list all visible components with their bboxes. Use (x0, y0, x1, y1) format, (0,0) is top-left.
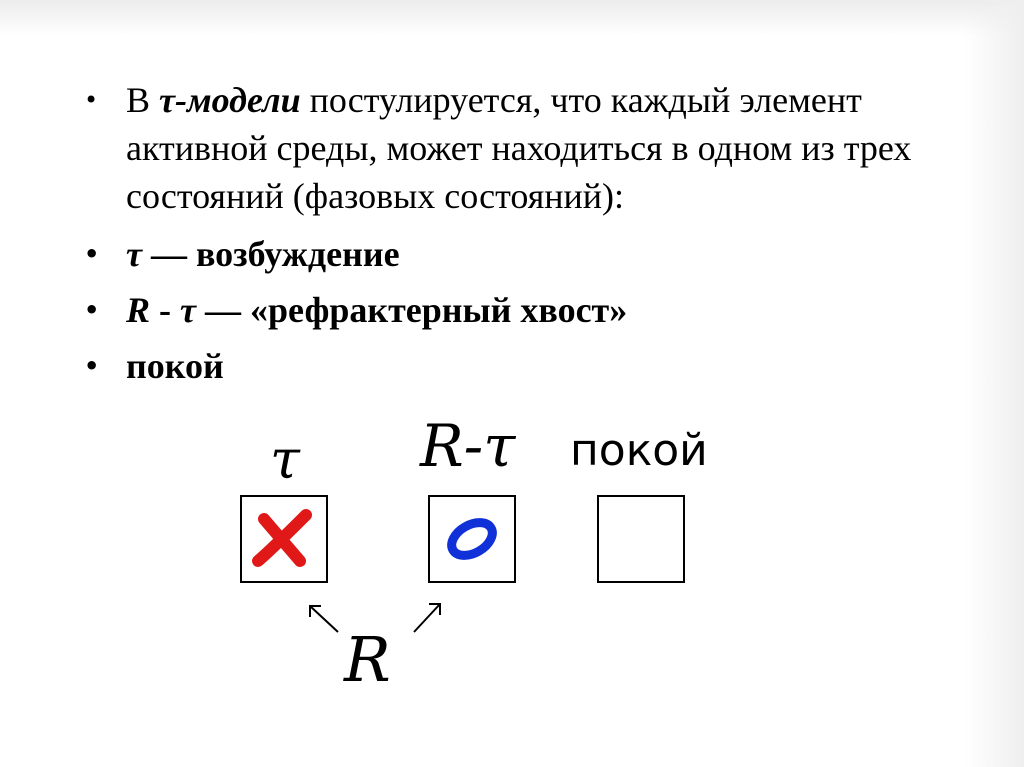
intro-model-term: τ-модели (159, 80, 301, 120)
arrow-to-excited-icon (310, 606, 338, 632)
refractory-dash: - (150, 290, 181, 330)
diagram-label-tau: τ (270, 428, 300, 491)
refractory-text: — «рефрактерный хвост» (196, 290, 628, 330)
bullet-dot-icon: • (84, 240, 100, 268)
refractory-symbol-r: R (126, 290, 151, 330)
excitation-text: — возбуждение (141, 234, 400, 274)
intro-prefix: В (126, 80, 160, 120)
excitation-symbol: τ (126, 234, 142, 274)
rest-text: покой (126, 346, 224, 386)
bullet-dot-icon: • (84, 86, 99, 114)
intro-text: постулируется, что каждый элемент активной среды, может находиться в одном из трех состояний (фазовых состояний): (126, 80, 912, 216)
refractory-symbol-tau: τ (180, 290, 196, 330)
diagram-label-rest: покой (570, 425, 708, 476)
diagram-label-r: R (344, 623, 391, 696)
bullet-dot-icon: • (84, 352, 100, 380)
diagram-label-r-tau: R-τ (420, 412, 516, 480)
bullet-dot-icon: • (84, 296, 100, 324)
arrow-to-refractory-icon (414, 604, 440, 632)
